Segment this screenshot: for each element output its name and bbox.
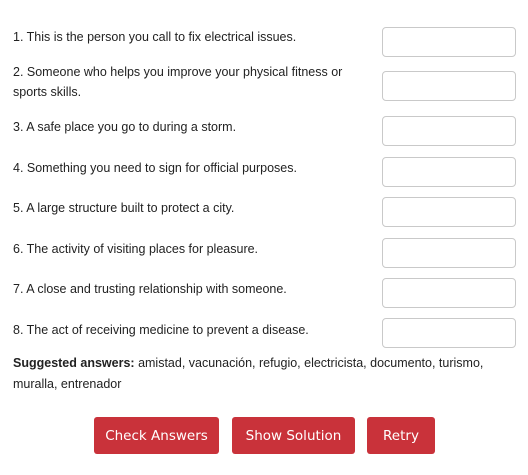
answer-input-2[interactable] (382, 71, 516, 101)
question-5-text: 5. A large structure built to protect a city. (13, 201, 235, 215)
answer-input-4[interactable] (382, 157, 516, 187)
suggested-answers-list: amistad, vacunación, refugio, electricista, documento, turismo, muralla, entrenador (13, 356, 484, 391)
check-answers-button[interactable]: Check Answers (94, 417, 219, 454)
answer-input-3[interactable] (382, 116, 516, 146)
question-2-text: 2. Someone who helps you improve your physical fitness or sports skills. (13, 65, 343, 99)
question-3-text: 3. A safe place you go to during a storm. (13, 120, 237, 134)
question-4-text: 4. Something you need to sign for official purposes. (13, 161, 297, 175)
suggested-answers-label: Suggested answers: (13, 356, 135, 370)
answer-input-5[interactable] (382, 197, 516, 227)
question-7-text: 7. A close and trusting relationship with someone. (13, 282, 287, 296)
show-solution-button[interactable]: Show Solution (232, 417, 355, 454)
question-8-text: 8. The act of receiving medicine to prevent a disease. (13, 323, 309, 337)
answer-input-6[interactable] (382, 238, 516, 268)
suggested-answers (13, 353, 513, 395)
answer-input-1[interactable] (382, 27, 516, 57)
question-6-text: 6. The activity of visiting places for pleasure. (13, 242, 259, 256)
retry-button[interactable]: Retry (367, 417, 435, 454)
answer-input-8[interactable] (382, 318, 516, 348)
question-1-text: 1. This is the person you call to fix electrical issues. (13, 30, 297, 44)
answer-input-7[interactable] (382, 278, 516, 308)
